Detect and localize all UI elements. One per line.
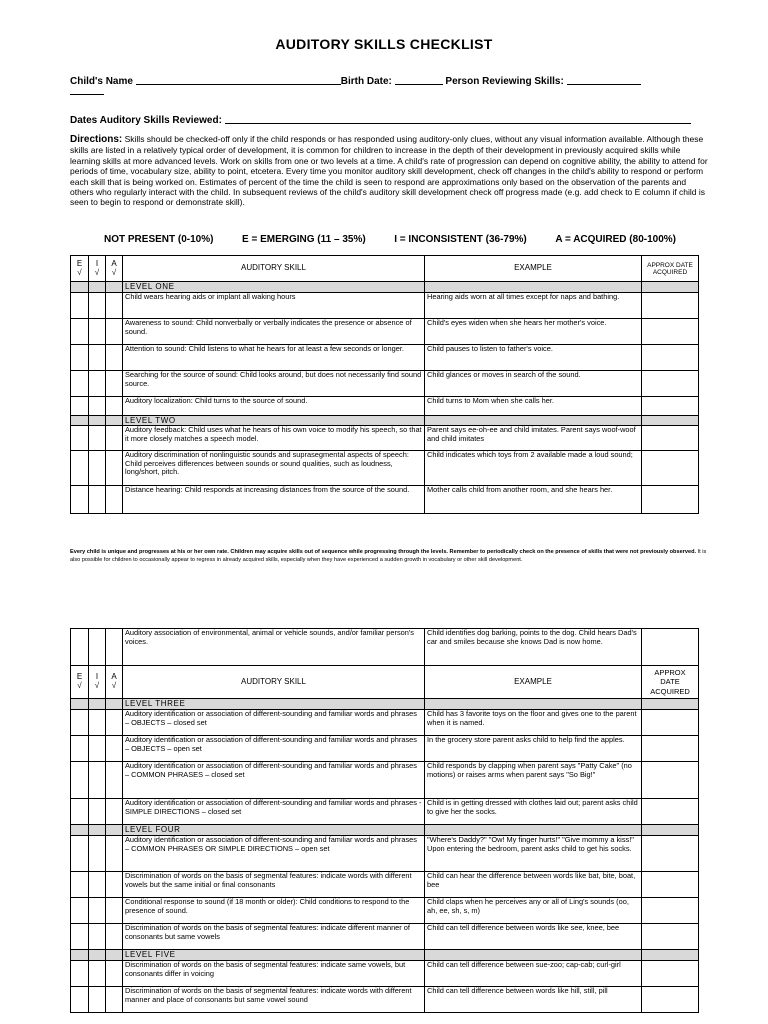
table-row — [71, 629, 699, 666]
skill-cell: Distance hearing: Child responds at increasing distances from the source of the sound. — [123, 486, 425, 514]
childs-name-label: Child's Name — [70, 76, 133, 87]
skills-table-1 — [70, 255, 699, 514]
table-row — [71, 293, 699, 319]
example-cell: Child identifies dog barking, points to the dog. Child hears Dad's car and smiles because she knows Dad is now home. — [425, 629, 642, 666]
level-label: LEVEL FIVE — [123, 950, 425, 961]
check-i-cell[interactable] — [89, 371, 106, 397]
person-reviewing-field[interactable] — [567, 74, 641, 85]
table-row — [71, 397, 699, 416]
example-cell: Child responds by clapping when parent says "Patty Cake" (no motions) or raises arms when parent says "So Big!" — [425, 762, 642, 799]
check-i-cell[interactable] — [89, 898, 106, 924]
check-i-cell[interactable] — [89, 451, 106, 486]
example-cell: Child can tell difference between words like hill, still, pill — [425, 987, 642, 1013]
table-row — [71, 486, 699, 514]
check-i-cell[interactable] — [89, 629, 106, 666]
check-e-cell[interactable] — [71, 762, 89, 799]
skill-cell: Attention to sound: Child listens to what he hears for at least a few seconds or longer. — [123, 345, 425, 371]
skill-cell: Auditory identification or association of different-sounding and familiar words and phrases - SIMPLE DIRECTIONS – closed set — [123, 799, 425, 825]
table-row — [71, 924, 699, 950]
check-a-cell[interactable] — [106, 872, 123, 898]
check-e-cell[interactable] — [71, 987, 89, 1013]
check-e-cell[interactable] — [71, 451, 89, 486]
check-e-cell[interactable] — [71, 799, 89, 825]
dates-reviewed-label: Dates Auditory Skills Reviewed: — [70, 115, 222, 126]
skill-cell: Searching for the source of sound: Child looks around, but does not necessarily find sound source. — [123, 371, 425, 397]
level-label: LEVEL THREE — [123, 699, 425, 710]
directions — [70, 134, 710, 208]
table-header-row — [71, 256, 699, 282]
col-i-header: I √ — [89, 256, 106, 282]
date-cell[interactable] — [642, 371, 699, 397]
example-cell: Child's eyes widen when she hears her mother's voice. — [425, 319, 642, 345]
check-e-cell[interactable] — [71, 486, 89, 514]
check-i-cell[interactable] — [89, 426, 106, 451]
skill-cell: Auditory localization: Child turns to the source of sound. — [123, 397, 425, 416]
level-label: LEVEL FOUR — [123, 825, 425, 836]
level-label: LEVEL TWO — [123, 416, 425, 426]
check-e-cell[interactable] — [71, 319, 89, 345]
example-cell: Child can tell difference between words like see, knee, bee — [425, 924, 642, 950]
example-cell: Child claps when he perceives any or all of Ling's sounds (oo, ah, ee, sh, s, m) — [425, 898, 642, 924]
col-e-header: E √ — [71, 666, 89, 699]
check-i-cell[interactable] — [89, 799, 106, 825]
table-row — [71, 987, 699, 1013]
page-title: AUDITORY SKILLS CHECKLIST — [275, 36, 493, 52]
date-cell[interactable] — [642, 710, 699, 736]
check-a-cell[interactable] — [106, 629, 123, 666]
table-row — [71, 451, 699, 486]
level-row — [71, 950, 699, 961]
date-cell[interactable] — [642, 629, 699, 666]
date-cell[interactable] — [642, 345, 699, 371]
skill-cell: Child wears hearing aids or implant all waking hours — [123, 293, 425, 319]
legend-acquired: A = ACQUIRED (80-100%) — [555, 234, 676, 245]
col-e-header: E √ — [71, 256, 89, 282]
check-e-cell[interactable] — [71, 924, 89, 950]
col-example-header: EXAMPLE — [425, 666, 642, 699]
table-row — [71, 319, 699, 345]
directions-lead: Directions: — [70, 134, 123, 145]
date-cell[interactable] — [642, 426, 699, 451]
skill-cell: Discrimination of words on the basis of segmental features: indicate different manner of consonants but same vowels — [123, 924, 425, 950]
skill-cell: Discrimination of words on the basis of segmental features: indicate words with different vowels but the same initial or final consonants — [123, 872, 425, 898]
skill-cell: Auditory feedback: Child uses what he hears of his own voice to modify his speech, so that it more closely matches a speech model. — [123, 426, 425, 451]
date-cell[interactable] — [642, 961, 699, 987]
example-cell: Mother calls child from another room, and she hears her. — [425, 486, 642, 514]
check-i-cell[interactable] — [89, 762, 106, 799]
table-row — [71, 961, 699, 987]
dates-reviewed-line — [70, 113, 710, 126]
rating-legend — [70, 234, 710, 245]
check-i-cell[interactable] — [89, 736, 106, 762]
level-row — [71, 416, 699, 426]
check-e-cell[interactable] — [71, 426, 89, 451]
skill-cell: Auditory discrimination of nonlinguistic sounds and suprasegmental aspects of speech: Child perceives differences between sounds or sound qualities, such as loudness, long/short, pitch. — [123, 451, 425, 486]
date-cell[interactable] — [642, 872, 699, 898]
table-row — [71, 799, 699, 825]
example-cell: Child has 3 favorite toys on the floor and gives one to the parent when it is named. — [425, 710, 642, 736]
check-e-cell[interactable] — [71, 397, 89, 416]
legend-inconsistent: I = INCONSISTENT (36-79%) — [394, 234, 527, 245]
table-row — [71, 736, 699, 762]
date-cell[interactable] — [642, 987, 699, 1013]
legend-not-present: NOT PRESENT (0-10%) — [104, 234, 214, 245]
birth-date-field[interactable] — [395, 74, 443, 85]
dates-reviewed-field[interactable] — [225, 113, 691, 124]
skill-cell: Auditory identification or association of different-sounding and familiar words and phrases – COMMON PHRASES – closed set — [123, 762, 425, 799]
footnote-part2: It is also possible for children to occasionally appear to regress in already acquired skills, especially when they have experienced a sudden growth in vocabulary or other skill development. — [70, 549, 707, 563]
example-cell: Child glances or moves in search of the sound. — [425, 371, 642, 397]
check-a-cell[interactable] — [106, 345, 123, 371]
check-e-cell[interactable] — [71, 293, 89, 319]
date-cell[interactable] — [642, 451, 699, 486]
check-i-cell[interactable] — [89, 924, 106, 950]
col-i-header: I √ — [89, 666, 106, 699]
col-skill-header: AUDITORY SKILL — [123, 666, 425, 699]
date-cell[interactable] — [642, 397, 699, 416]
example-cell: Child pauses to listen to father's voice. — [425, 345, 642, 371]
skills-table-2 — [70, 628, 699, 1013]
example-cell: "Where's Daddy?" "Ow! My finger hurts!" "Give mommy a kiss!" Upon entering the bedroom, parent asks child to get his socks. — [425, 836, 642, 872]
skill-cell: Discrimination of words on the basis of segmental features: indicate words with different manner and place of consonants but same vowel sound — [123, 987, 425, 1013]
check-a-cell[interactable] — [106, 924, 123, 950]
check-i-cell[interactable] — [89, 710, 106, 736]
check-a-cell[interactable] — [106, 426, 123, 451]
table-row — [71, 345, 699, 371]
check-a-cell[interactable] — [106, 987, 123, 1013]
table-row — [71, 898, 699, 924]
check-a-cell[interactable] — [106, 898, 123, 924]
check-i-cell[interactable] — [89, 397, 106, 416]
level-row — [71, 282, 699, 293]
check-i-cell[interactable] — [89, 345, 106, 371]
check-a-cell[interactable] — [106, 799, 123, 825]
col-a-header: A √ — [106, 666, 123, 699]
level-label: LEVEL ONE — [123, 282, 425, 293]
col-approx-header: APPROX DATE ACQUIRED — [642, 666, 699, 699]
example-cell: Child indicates which toys from 2 available made a loud sound; — [425, 451, 642, 486]
legend-emerging: E = EMERGING (11 – 35%) — [242, 234, 366, 245]
check-e-cell[interactable] — [71, 736, 89, 762]
col-a-header: A √ — [106, 256, 123, 282]
check-i-cell[interactable] — [89, 872, 106, 898]
col-approx-header: APPROX DATE ACQUIRED — [642, 256, 699, 282]
check-e-cell[interactable] — [71, 710, 89, 736]
table-row — [71, 836, 699, 872]
skill-cell: Awareness to sound: Child nonverbally or verbally indicates the presence or absence of sound. — [123, 319, 425, 345]
check-a-cell[interactable] — [106, 293, 123, 319]
level-row — [71, 825, 699, 836]
table-row — [71, 371, 699, 397]
skill-cell: Auditory identification or association of different-sounding and familiar words and phrases – OBJECTS – closed set — [123, 710, 425, 736]
example-cell: Child can tell difference between sue-zoo; cap-cab; curl-girl — [425, 961, 642, 987]
birth-date-label: Birth Date: — [340, 76, 392, 87]
check-a-cell[interactable] — [106, 486, 123, 514]
table-row — [71, 710, 699, 736]
date-cell[interactable] — [642, 898, 699, 924]
check-e-cell[interactable] — [71, 371, 89, 397]
table-row — [71, 762, 699, 799]
example-cell: Child can hear the difference between words like bat, bite, boat, bee — [425, 872, 642, 898]
check-a-cell[interactable] — [106, 736, 123, 762]
check-e-cell[interactable] — [71, 345, 89, 371]
check-i-cell[interactable] — [89, 836, 106, 872]
example-cell: Child turns to Mom when she calls her. — [425, 397, 642, 416]
footnote — [70, 548, 710, 564]
check-i-cell[interactable] — [89, 293, 106, 319]
check-e-cell[interactable] — [71, 629, 89, 666]
check-e-cell[interactable] — [71, 836, 89, 872]
table-row — [71, 872, 699, 898]
col-skill-header: AUDITORY SKILL — [123, 256, 425, 282]
date-cell[interactable] — [642, 319, 699, 345]
check-i-cell[interactable] — [89, 961, 106, 987]
skill-cell: Discrimination of words on the basis of segmental features: indicate same vowels, but consonants differ in voicing — [123, 961, 425, 987]
date-cell[interactable] — [642, 924, 699, 950]
example-cell: In the grocery store parent asks child to help find the apples. — [425, 736, 642, 762]
date-cell[interactable] — [642, 293, 699, 319]
check-a-cell[interactable] — [106, 371, 123, 397]
skill-cell: Auditory identification or association of different-sounding and familiar words and phrases – OBJECTS – open set — [123, 736, 425, 762]
person-reviewing-field-continued[interactable] — [70, 94, 104, 95]
date-cell[interactable] — [642, 799, 699, 825]
check-a-cell[interactable] — [106, 961, 123, 987]
person-reviewing-label: Person Reviewing Skills: — [445, 76, 564, 87]
check-a-cell[interactable] — [106, 710, 123, 736]
example-cell: Hearing aids worn at all times except for naps and bathing. — [425, 293, 642, 319]
check-i-cell[interactable] — [89, 319, 106, 345]
date-cell[interactable] — [642, 762, 699, 799]
date-cell[interactable] — [642, 486, 699, 514]
footnote-part1: Every child is unique and progresses at his or her own rate. Children may acquire skills out of sequence while progressing through the levels. Remember to periodically check on the presence of skills that were not previously observed. — [70, 549, 697, 555]
table-header-row — [71, 666, 699, 699]
check-a-cell[interactable] — [106, 319, 123, 345]
child-info-line — [70, 74, 710, 87]
example-cell: Child is in getting dressed with clothes laid out; parent asks child to give her the socks. — [425, 799, 642, 825]
date-cell[interactable] — [642, 836, 699, 872]
skill-cell: Conditional response to sound (if 18 month or older): Child conditions to respond to the presence of sound. — [123, 898, 425, 924]
directions-text: Skills should be checked-off only if the child responds or has responded using auditory-only clues, without any visual information available. Although these skills are listed in a relatively typical order of development, it is common for children to increase in the depth of their development in previously acquired skills while learning skills at more advanced levels. Work on skills from one or two levels at a time. A child's rate of progression can depend on cognitive ability, the ability to attend for periods of time, vocabulary size, ability to point, etcetera. Every time you monitor auditory skill development, check off changes in the child's ability to respond or perform each skill that is being worked on. Estimates of percent of the time the child is seen to respond are approximations only based on the observation of the parents and others who regularly interact with the child. In subsequent reviews of the child's auditory skill development check off progress made (e.g. add check to E column if child is seen to begin to respond or demonstrate skill). — [70, 134, 708, 208]
example-cell: Parent says ee-oh-ee and child imitates. Parent says woof-woof and child imitates — [425, 426, 642, 451]
level-row — [71, 699, 699, 710]
skill-cell: Auditory association of environmental, animal or vehicle sounds, and/or familiar person's voices. — [123, 629, 425, 666]
check-e-cell[interactable] — [71, 961, 89, 987]
skill-cell: Auditory identification or association of different-sounding and familiar words and phrases – COMMON PHRASES OR SIMPLE DIRECTIONS – open set — [123, 836, 425, 872]
check-i-cell[interactable] — [89, 987, 106, 1013]
col-example-header: EXAMPLE — [425, 256, 642, 282]
table-row — [71, 426, 699, 451]
check-e-cell[interactable] — [71, 872, 89, 898]
childs-name-field[interactable] — [136, 74, 341, 85]
check-a-cell[interactable] — [106, 397, 123, 416]
check-a-cell[interactable] — [106, 762, 123, 799]
check-i-cell[interactable] — [89, 486, 106, 514]
check-a-cell[interactable] — [106, 451, 123, 486]
check-a-cell[interactable] — [106, 836, 123, 872]
date-cell[interactable] — [642, 736, 699, 762]
check-e-cell[interactable] — [71, 898, 89, 924]
